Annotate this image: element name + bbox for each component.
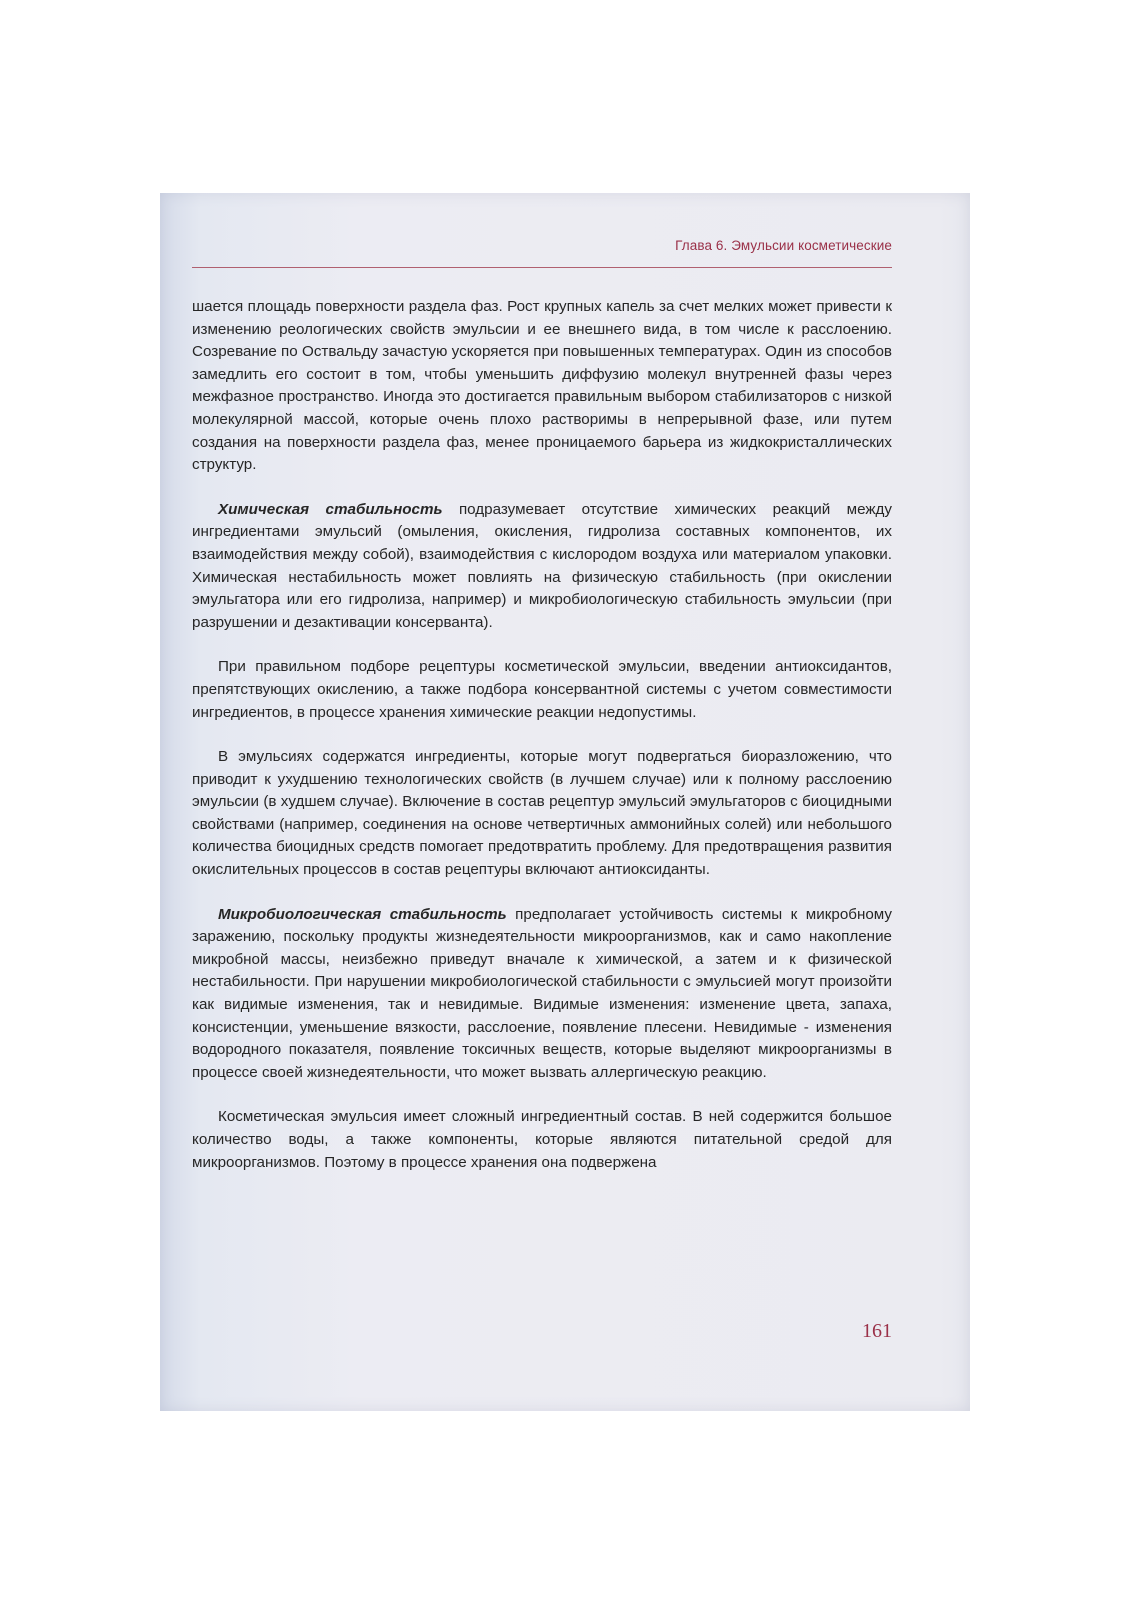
paragraph-gap [192,1084,892,1106]
paragraph-gap [192,724,892,746]
paragraph-gap [192,634,892,656]
paragraph-ostwald-ripening: шается площадь поверхности раздела фаз. Рост крупных капель за счет мелких может привести к изменению реологических свойств эмульсии и ее внешнего вида, в том числе к расслоению. Созревание по Оствальду зачастую ускоряется при повышенных температурах. Один из способов замедлить его состоит в том, чтобы уменьшить диффузию молекул внутренней фазы через межфазное пространство. Иногда это достигается правильным выбором стабилизаторов с низкой молекулярной массой, которые очень плохо растворимы в непрерывной фазе, или путем создания на поверхности раздела фаз, менее проницаемого барьера из жидкокристаллических структур. [192,298,892,474]
term-chemical-stability: Химическая стабильность [218,500,443,518]
body-text [192,296,892,1174]
paragraph-gap [192,882,892,904]
paragraph-microbiological-stability-text: предполагает устойчивость системы к микробному заражению, поскольку продукты жизнедеятельности микроорганизмов, как и само накопление микробной массы, неизбежно приведут вначале к химической, а затем и к физической нестабильности. При нарушении микробиологической стабильности с эмульсией могут произойти как видимые изменения, так и невидимые. Видимые изменения: изменение цвета, запаха, консистенции, уменьшение вязкости, расслоение, появление плесени. Невидимые - изменения водородного показателя, появление токсичных веществ, которые выделяют микроорганизмы в процессе своей жизнедеятельности, что может вызвать аллергическую реакцию. [192,905,892,1081]
page-number: 161 [862,1320,892,1342]
paragraph-cosmetic-emulsion: Косметическая эмульсия имеет сложный ингредиентный состав. В ней содержится большое количество воды, а также компоненты, которые являются питательной средой для микроорганизмов. Поэтому в процессе хранения она подвержена [192,1108,892,1171]
header-rule [192,267,892,268]
paragraph-biodegradation: В эмульсиях содержатся ингредиенты, которые могут подвергаться биоразложению, что приводит к ухудшению технологических свойств (в лучшем случае) или к полному расслоению эмульсии (в худшем случае). Включение в состав рецептур эмульсий эмульгаторов с биоцидными свойствами (например, соединения на основе четвертичных аммонийных солей) или небольшого количества биоцидных средств помогает предотвратить проблему. Для предотвращения развития окислительных процессов в состав рецептуры включают антиоксиданты. [192,748,892,879]
paragraph-chemical-stability-text: подразумевает отсутствие химических реакций между ингредиентами эмульсий (омыления, окисления, гидролиза составных компонентов, их взаимодействия между собой), взаимодействия с кислородом воздуха или материалом упаковки. Химическая нестабильность может повлиять на физическую стабильность (при окислении эмульгатора или его гидролиза, например) и микробиологическую стабильность эмульсии (при разрушении и дезактивации консерванта). [192,500,892,631]
term-microbiological-stability: Микробиологическая стабильность [218,905,507,923]
running-header: Глава 6. Эмульсии косметические [675,238,892,253]
paragraph-gap [192,477,892,499]
paragraph-microbiological-stability [192,904,892,1085]
paragraph-formulation: При правильном подборе рецептуры косметической эмульсии, введении антиоксидантов, препятствующих окислению, а также подбора консервантной системы с учетом совместимости ингредиентов, в процессе хранения химические реакции недопустимы. [192,658,892,721]
paragraph-chemical-stability [192,499,892,635]
